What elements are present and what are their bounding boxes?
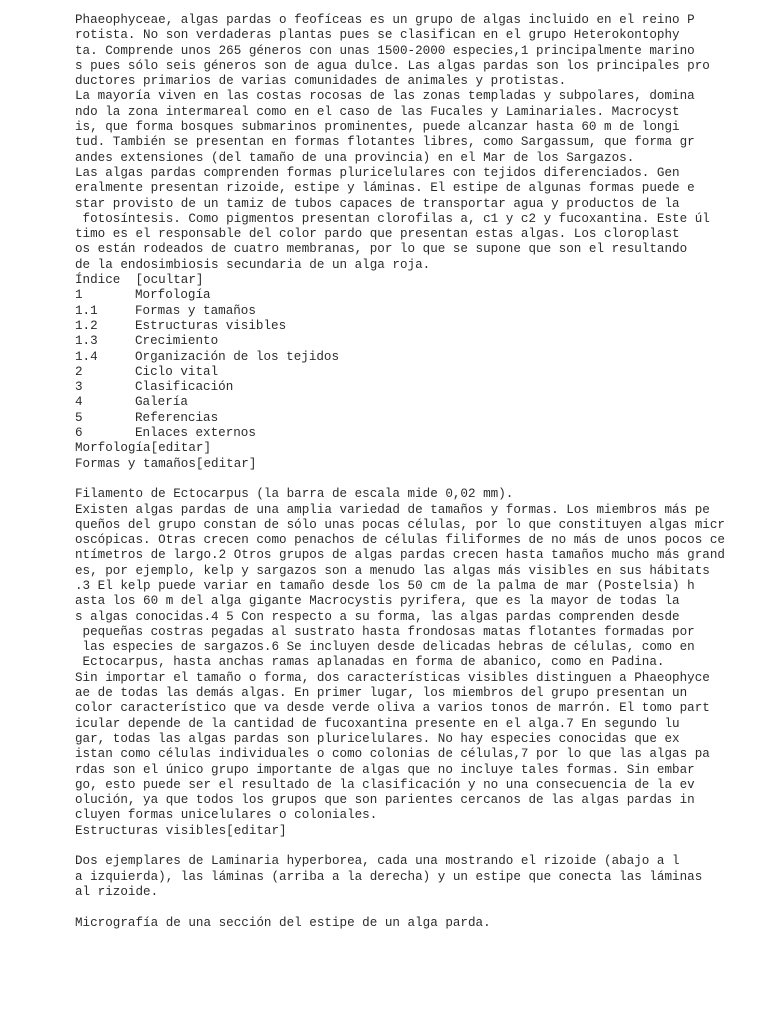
paragraph-line: ta. Comprende unos 265 géneros con unas 1500-2000 especies,1 principalmente marino: [75, 43, 695, 58]
section-heading-estructuras[interactable]: Estructuras visibles[editar]: [75, 823, 287, 838]
paragraph-line: icular depende de la cantidad de fucoxantina presente en el alga.7 En segundo lu: [75, 716, 680, 731]
paragraph-line: andes extensiones (del tamaño de una provincia) en el Mar de los Sargazos.: [75, 150, 635, 165]
toc-item-number: 1.1: [75, 303, 98, 318]
paragraph-line: olución, ya que todos los grupos que son parientes cercanos de las algas pardas in: [75, 793, 695, 808]
toc-item-label[interactable]: Morfología: [135, 288, 211, 303]
toc-item-label[interactable]: Formas y tamaños: [135, 303, 256, 318]
paragraph-line: ndo la zona intermareal como en el caso de las Fucales y Laminariales. Macrocyst: [75, 104, 680, 119]
toc-item[interactable]: [75, 304, 768, 319]
toc-item-label[interactable]: Enlaces externos: [135, 426, 256, 441]
paragraph-line: ae de todas las demás algas. En primer lugar, los miembros del grupo presentan un: [75, 686, 688, 701]
toc-item[interactable]: [75, 288, 768, 303]
paragraph-line: ntímetros de largo.2 Otros grupos de algas pardas crecen hasta tamaños mucho más grand: [75, 548, 725, 563]
paragraph-line: s pues sólo seis géneros son de agua dulce. Las algas pardas son los principales pro: [75, 58, 710, 73]
toc-item[interactable]: [75, 380, 768, 395]
formas-text: [75, 503, 768, 824]
section-heading-formas[interactable]: Formas y tamaños[editar]: [75, 456, 257, 471]
paragraph-line: rdas son el único grupo importante de algas que no incluye tales formas. Sin embar: [75, 762, 695, 777]
toc-item-number: 1.4: [75, 349, 98, 364]
paragraph-line: star provisto de un tamiz de tubos capaces de transportar agua y productos de la: [75, 196, 680, 211]
paragraph-line: Ectocarpus, hasta anchas ramas aplanadas en forma de abanico, como en Padina.: [75, 655, 665, 670]
spacer: [75, 900, 768, 915]
paragraph-line: go, esto puede ser el resultado de la clasificación y no una consecuencia de la ev: [75, 777, 695, 792]
intro-text: [75, 13, 768, 273]
paragraph-line: Sin importar el tamaño o forma, dos características visibles distinguen a Phaeophyce: [75, 670, 710, 685]
paragraph-line: asta los 60 m del alga gigante Macrocystis pyrifera, que es la mayor de todas la: [75, 594, 680, 609]
paragraph-line: es, por ejemplo, kelp y sargazos son a menudo las algas más visibles en sus hábitats: [75, 563, 710, 578]
paragraph-line: istan como células individuales o como colonias de células,7 por lo que las algas pa: [75, 747, 710, 762]
toc-item[interactable]: [75, 319, 768, 334]
image-caption-micrografia: Micrografía de una sección del estipe de un alga parda.: [75, 915, 491, 930]
image-caption-laminaria: [75, 854, 768, 900]
paragraph-line: ductores primarios de varias comunidades de animales y protistas.: [75, 74, 567, 89]
caption-line: Dos ejemplares de Laminaria hyperborea, cada una mostrando el rizoide (abajo a l: [75, 854, 680, 869]
caption-line: al rizoide.: [75, 884, 159, 899]
paragraph-line: is, que forma bosques submarinos prominentes, puede alcanzar hasta 60 m de longi: [75, 120, 680, 135]
toc-item-number: 1.2: [75, 318, 98, 333]
toc-item[interactable]: [75, 334, 768, 349]
section-heading-morfologia[interactable]: Morfología[editar]: [75, 441, 212, 456]
toc-item-label[interactable]: Estructuras visibles: [135, 318, 287, 333]
toc-item[interactable]: [75, 365, 768, 380]
toc-item[interactable]: [75, 395, 768, 410]
toc-item-number: 5: [75, 410, 83, 425]
toc-item-number: 6: [75, 426, 83, 441]
toc-item-label[interactable]: Ciclo vital: [135, 364, 219, 379]
paragraph-line: Phaeophyceae, algas pardas o feofíceas es un grupo de algas incluido en el reino P: [75, 13, 695, 27]
paragraph-line: Existen algas pardas de una amplia variedad de tamaños y formas. Los miembros más pe: [75, 502, 710, 517]
toc-item-label[interactable]: Referencias: [135, 410, 219, 425]
image-caption-ectocarpus: Filamento de Ectocarpus (la barra de escala mide 0,02 mm).: [75, 487, 514, 502]
toc-item[interactable]: [75, 350, 768, 365]
paragraph-line: rotista. No son verdaderas plantas pues se clasifican en el grupo Heterokontophy: [75, 28, 680, 43]
caption-line: a izquierda), las láminas (arriba a la derecha) y un estipe que conecta las láminas: [75, 869, 703, 884]
paragraph-line: queños del grupo constan de sólo unas pocas células, por lo que constituyen algas micr: [75, 517, 725, 532]
paragraph-line: cluyen formas unicelulares o coloniales.: [75, 808, 378, 823]
toc-title: Índice [ocultar]: [75, 273, 204, 288]
paragraph-line: de la endosimbiosis secundaria de un alga roja.: [75, 257, 431, 272]
spacer: [75, 472, 768, 487]
paragraph-line: fotosíntesis. Como pigmentos presentan clorofilas a, c1 y c2 y fucoxantina. Este úl: [75, 211, 710, 226]
toc-item-label[interactable]: Crecimiento: [135, 334, 219, 349]
paragraph-line: La mayoría viven en las costas rocosas de las zonas templadas y subpolares, domina: [75, 89, 695, 104]
toc-item[interactable]: [75, 411, 768, 426]
paragraph-line: Las algas pardas comprenden formas pluricelulares con tejidos diferenciados. Gen: [75, 165, 680, 180]
toc-item-number: 1.3: [75, 334, 98, 349]
paragraph-line: las especies de sargazos.6 Se incluyen desde delicadas hebras de células, como en: [75, 640, 695, 655]
toc-item-number: 1: [75, 288, 83, 303]
paragraph-line: gar, todas las algas pardas son pluricelulares. No hay especies conocidas que ex: [75, 731, 680, 746]
paragraph-line: eralmente presentan rizoide, estipe y láminas. El estipe de algunas formas puede e: [75, 181, 695, 196]
table-of-contents: [75, 273, 768, 441]
paragraph-line: oscópicas. Otras crecen como penachos de células filiformes de no más de unos pocos ce: [75, 533, 725, 548]
paragraph-line: os están rodeados de cuatro membranas, por lo que se supone que son el resultando: [75, 242, 688, 257]
toc-item-number: 4: [75, 395, 83, 410]
paragraph-line: .3 El kelp puede variar en tamaño desde los 50 cm de la palma de mar (Postelsia) h: [75, 578, 695, 593]
toc-item-label[interactable]: Organización de los tejidos: [135, 349, 340, 364]
paragraph-line: tud. También se presentan en formas flotantes libres, como Sargassum, que forma gr: [75, 135, 695, 150]
spacer: [75, 839, 768, 854]
toc-item-label[interactable]: Clasificación: [135, 380, 234, 395]
toc-item-number: 2: [75, 364, 83, 379]
paragraph-line: pequeñas costras pegadas al sustrato hasta frondosas matas flotantes formadas por: [75, 624, 695, 639]
paragraph-line: timo es el responsable del color pardo que presentan estas algas. Los cloroplast: [75, 227, 680, 242]
toc-item-label[interactable]: Galería: [135, 395, 188, 410]
paragraph-line: s algas conocidas.4 5 Con respecto a su forma, las algas pardas comprenden desde: [75, 609, 680, 624]
paragraph-line: color característico que va desde verde oliva a varios tonos de marrón. El tomo part: [75, 701, 710, 716]
toc-item[interactable]: [75, 426, 768, 441]
toc-item-number: 3: [75, 380, 83, 395]
